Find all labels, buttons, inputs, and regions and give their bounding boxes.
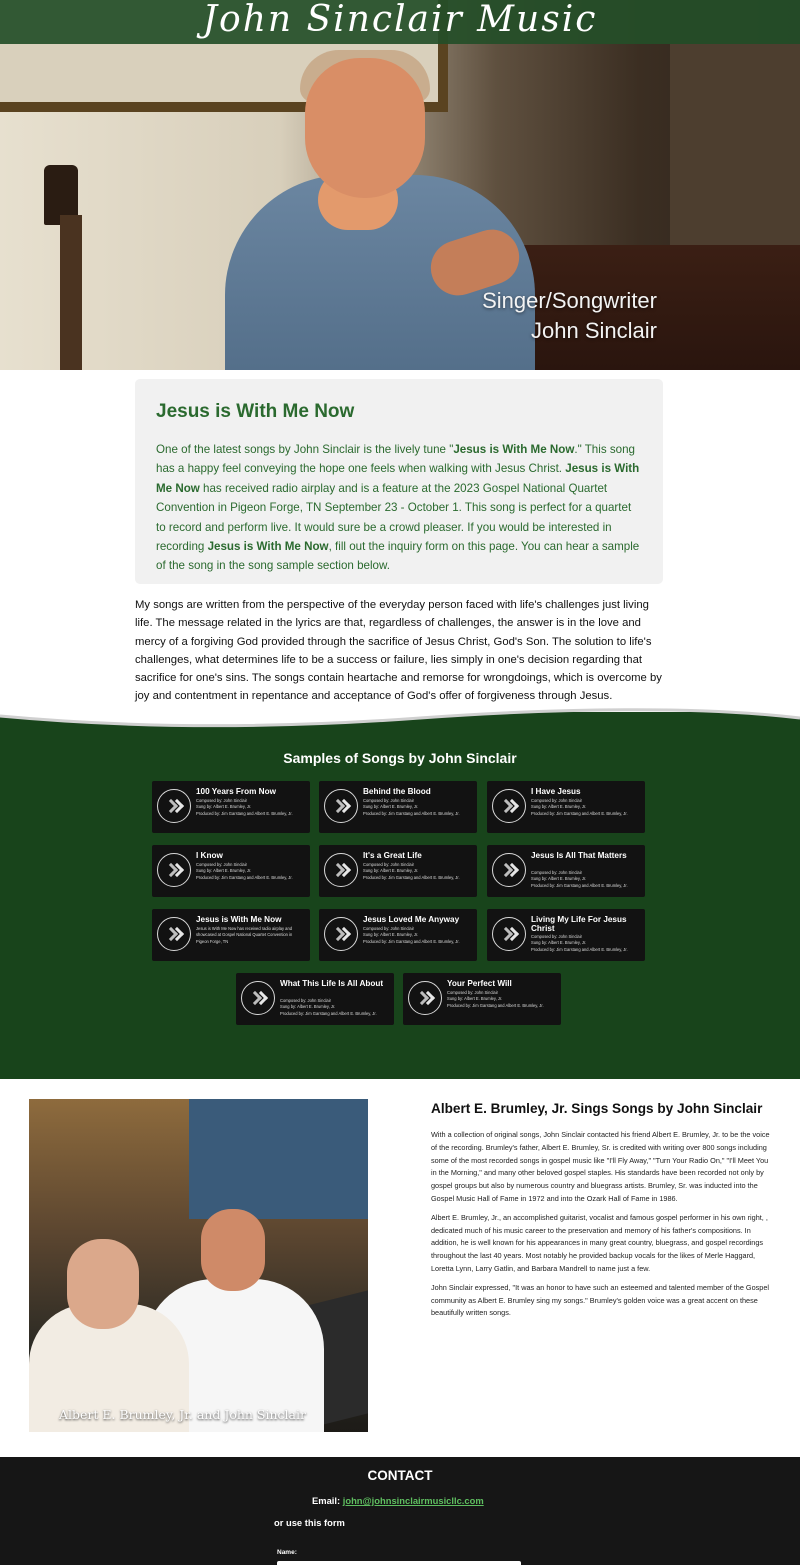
song-credit: Pigeon Forge, TN (196, 938, 229, 944)
email-link[interactable]: john@johnsinclairmusicllc.com (342, 1495, 484, 1506)
song-credit: showcased at Gospel National Quartet Convention in (196, 932, 293, 938)
song-credit: Sung by: Albert E. Brumley, Jr. (363, 932, 419, 938)
song-card[interactable] (487, 909, 645, 961)
featured-song-title: Jesus is With Me Now (156, 401, 355, 422)
hero-caption-line1: Singer/Songwriter (482, 288, 657, 313)
play-icon[interactable] (492, 853, 526, 887)
song-card[interactable] (236, 973, 394, 1025)
hero-caption-line2: John Sinclair (531, 318, 657, 343)
contact-heading: CONTACT (367, 1468, 433, 1483)
song-credit: Produced by: Jim Garstang and Albert E. Brumley, Jr. (280, 1010, 377, 1016)
song-credit: Composed by: John Sinclair (280, 998, 331, 1003)
song-credit: Sung by: Albert E. Brumley, Jr. (447, 996, 503, 1002)
song-credit: Composed by: John Sinclair (531, 870, 582, 875)
brumley-paragraph-2: Albert E. Brumley, Jr., an accomplished guitarist, vocalist and famous gospel performer in his own right, , dedicated much of his music career to the preservation and memory of his father's compositions. In addition, he is well known for his appearances in many great country, bluegrass, and gospel recordings throughout the last 40 years. Most notably he provided backup vocals for the likes of Merle Haggard, Loretta Lynn, Larry Gatlin, and Barbara Mandrell to name just a few. (431, 1212, 768, 1273)
song-card[interactable] (319, 781, 477, 833)
song-credit: Sung by: Albert E. Brumley, Jr. (531, 940, 587, 946)
song-credit: Composed by: John Sinclair (363, 926, 414, 931)
song-samples-section (0, 712, 800, 1079)
song-title: I Have Jesus (531, 787, 581, 796)
play-icon[interactable] (408, 981, 442, 1015)
section-wave-divider (0, 708, 800, 736)
photo-caption: Albert E. Brumley, Jr. and John Sinclair (59, 1407, 306, 1422)
site-header (0, 0, 800, 44)
song-credit: Composed by: John Sinclair (531, 798, 582, 803)
featured-song-box (135, 379, 663, 584)
song-credit: Sung by: Albert E. Brumley, Jr. (196, 804, 252, 810)
song-credit: Composed by: John Sinclair (196, 798, 247, 803)
contact-alt-text: or use this form (274, 1517, 345, 1528)
featured-song-text: One of the latest songs by John Sinclair is the lively tune "Jesus is With Me Now." This song has a happy feel conveying the hope one feels when walking with Jesus Christ. Jesus is With Me Now has received radio airplay and is a feature at the 2023 Gospel National Quartet Convention in Pigeon Forge, TN September 23 - October 1. This song is perfect for a quartet to record and perform live. It would sure be a crowd pleaser. If you would be interested in recording Jesus is With Me Now, fill out the inquiry form on this page. You can hear a sample of the song in the song sample section below. (156, 443, 640, 573)
photo-person-left-head (67, 1239, 139, 1329)
photo-window (189, 1099, 368, 1219)
samples-heading: Samples of Songs by John Sinclair (283, 750, 517, 766)
song-credit: Composed by: John Sinclair (363, 798, 414, 803)
song-credit: Produced by: Jim Garstang and Albert E. Brumley, Jr. (363, 874, 460, 880)
play-icon[interactable] (324, 789, 358, 823)
song-credit: Composed by: John Sinclair (196, 862, 247, 867)
play-icon[interactable] (241, 981, 275, 1015)
hero-person-head (305, 58, 425, 198)
song-credit: Composed by: John Sinclair (531, 934, 582, 939)
brumley-article (431, 1101, 771, 1326)
brumley-photo (29, 1099, 368, 1432)
play-icon[interactable] (492, 789, 526, 823)
email-label: Email: (312, 1495, 343, 1506)
song-card[interactable] (487, 781, 645, 833)
song-credit: Composed by: John Sinclair (363, 862, 414, 867)
song-title: Living My Life For Jesus Christ (531, 915, 627, 933)
intro-paragraph: My songs are written from the perspective of the everyday person faced with life's challenges just living life. The message related in the lyrics are that, regardless of challenges, the answer is in the love and mercy of a forgiving God provided through the sacrifice of Jesus Christ, God's Son. The solution to life's challenges, what determines life to be a success or failure, lies simply in one's decision regarding that sacrifice for one's sins. The songs contain heartache and remorse for wrongdoings, which is overcome by joy and contentment in repentance and acceptance of God's offer of forgiveness through Jesus. (135, 599, 662, 703)
song-credit: Sung by: Albert E. Brumley, Jr. (531, 876, 587, 882)
site-title[interactable]: John Sinclair Music (202, 0, 598, 40)
song-credit: Composed by: John Sinclair (447, 990, 498, 995)
song-credit: Sung by: Albert E. Brumley, Jr. (280, 1004, 336, 1010)
song-credit: Produced by: Jim Garstang and Albert E. Brumley, Jr. (531, 810, 628, 816)
song-credit: Sung by: Albert E. Brumley, Jr. (363, 804, 419, 810)
play-icon[interactable] (324, 917, 358, 951)
play-icon[interactable] (157, 917, 191, 951)
song-credit: Produced by: Jim Garstang and Albert E. Brumley, Jr. (363, 938, 460, 944)
name-input[interactable] (277, 1561, 521, 1565)
brumley-paragraph-3: John Sinclair expressed, "It was an honor to have such an esteemed and talented member of the Gospel community as Albert E. Brumley sing my songs." Brumley's golden voice was a great accent on these beautifully written songs. (431, 1282, 770, 1318)
song-title: Behind the Blood (363, 787, 431, 796)
song-credit: Produced by: Jim Garstang and Albert E. Brumley, Jr. (363, 810, 460, 816)
song-title: Jesus Loved Me Anyway (363, 915, 460, 924)
play-icon[interactable] (324, 853, 358, 887)
song-title: What This Life Is All About (280, 979, 384, 988)
photo-person-right-head (201, 1209, 265, 1291)
song-title: It's a Great Life (363, 851, 422, 860)
song-credit: Produced by: Jim Garstang and Albert E. Brumley, Jr. (196, 874, 293, 880)
song-title: Jesus is With Me Now (196, 915, 282, 924)
contact-section (0, 1457, 800, 1565)
guitar-neck (60, 215, 82, 370)
play-icon[interactable] (157, 853, 191, 887)
song-card[interactable] (152, 909, 310, 961)
song-credit: Produced by: Jim Garstang and Albert E. Brumley, Jr. (447, 1002, 544, 1008)
song-credit: Produced by: Jim Garstang and Albert E. Brumley, Jr. (196, 810, 293, 816)
song-credit: Sung by: Albert E. Brumley, Jr. (196, 868, 252, 874)
song-title: 100 Years From Now (196, 787, 276, 796)
brumley-heading: Albert E. Brumley, Jr. Sings Songs by John Sinclair (431, 1101, 763, 1116)
song-card[interactable] (487, 845, 645, 897)
hero-banner (0, 0, 800, 370)
song-title: Your Perfect Will (447, 979, 512, 988)
song-credit: Sung by: Albert E. Brumley, Jr. (531, 804, 587, 810)
song-card[interactable] (319, 909, 477, 961)
song-credit: Produced by: Jim Garstang and Albert E. Brumley, Jr. (531, 882, 628, 888)
song-credit: Jesus is With Me Now has received radio airplay and (196, 926, 293, 931)
brumley-paragraph-1: With a collection of original songs, John Sinclair contacted his friend Albert E. Brumley, Jr. to be the voice of the recording. Brumley's father, Albert E. Brumley, Sr. is credited with writing over 800 songs including some of the most recorded songs in gospel music like "I'll Fly Away," "Turn Your Radio On," "I'll Meet You in the Morning," and many other beloved gospel staples. His standards have been recorded not only by gospel groups but also by numerous country and bluegrass artists. Brumley, Sr. was inducted into the Gospel Music Hall of Fame in 1972 and into the Ozark Hall of Fame in 1986. (431, 1130, 770, 1203)
song-card[interactable] (319, 845, 477, 897)
play-icon[interactable] (157, 789, 191, 823)
song-title: Jesus Is All That Matters (531, 851, 627, 860)
contact-email-line (312, 1495, 484, 1506)
song-title: I Know (196, 851, 223, 860)
song-credit: Produced by: Jim Garstang and Albert E. Brumley, Jr. (531, 946, 628, 952)
hero-caption (482, 286, 657, 346)
song-card[interactable] (403, 973, 561, 1025)
song-card[interactable] (152, 845, 310, 897)
song-card[interactable] (152, 781, 310, 833)
name-label: Name: (277, 1549, 297, 1556)
song-credit: Sung by: Albert E. Brumley, Jr. (363, 868, 419, 874)
play-icon[interactable] (492, 917, 526, 951)
